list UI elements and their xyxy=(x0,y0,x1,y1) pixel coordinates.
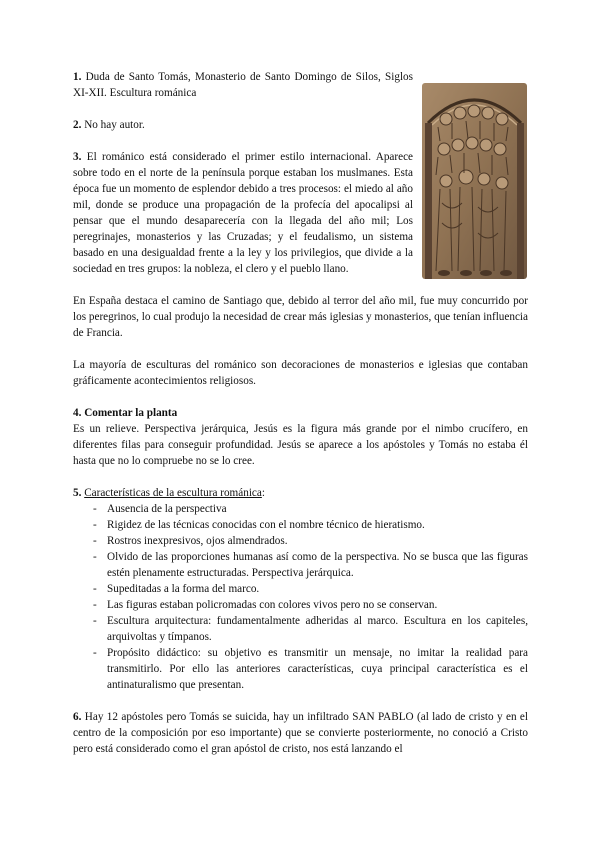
list-item xyxy=(73,597,528,613)
list-item xyxy=(73,517,528,533)
section-heading: Comentar la planta xyxy=(84,407,178,419)
characteristics-list xyxy=(73,501,528,693)
section-4-heading xyxy=(73,405,528,421)
list-item xyxy=(73,581,528,597)
list-item xyxy=(73,645,528,693)
paragraph-espana: En España destaca el camino de Santiago que, debido al terror del año mil, fue muy concurrido por los peregrinos, lo cual produjo la necesidad de crear más iglesias y monasterios, que tenían influencia de Francia. xyxy=(73,295,528,339)
bullet-dash: - xyxy=(93,583,97,595)
section-heading: Características de la escultura románica xyxy=(84,487,262,499)
paragraph-mayoria: La mayoría de esculturas del románico son decoraciones de monasterios e iglesias que contaban gráficamente acontecimientos religiosos. xyxy=(73,359,528,387)
list-item-text: Supeditadas a la forma del marco. xyxy=(107,583,260,595)
context-text: El románico está considerado el primer estilo internacional. Aparece sobre todo en el norte de la península porque estaban los muslmanes. Esta época fue un momento de esplendor debido a tres procesos: el miedo al año mil, donde se produce una propagación de la profecía del apocalipsi al pensar que el mundo desaparecería con la llegada del año mil; Los peregrinajes, monasterios y las Cruzadas; y el feudalismo, un sistema basado en una desigualdad frente a la ley y los privilegios, que divide a la sociedad en tres grupos: la nobleza, el clero y el pueblo llano. xyxy=(73,151,414,275)
artwork-title: Duda de Santo Tomás, Monasterio de Santo Domingo de Silos, Siglos XI-XII. Escultura románica xyxy=(73,71,414,99)
bullet-dash: - xyxy=(93,519,97,531)
list-item xyxy=(73,613,528,645)
section-6-text: Hay 12 apóstoles pero Tomás se suicida, hay un infiltrado SAN PABLO (al lado de cristo y en el centro de la composición por eso importante) que se convierte posteriormente, no conoció a Cristo pero está considerado como el gran apóstol de cristo, nos está lanzando el xyxy=(73,711,529,755)
bullet-dash: - xyxy=(93,503,97,515)
list-item-text: Rostros inexpresivos, ojos almendrados. xyxy=(107,535,288,547)
list-item-text: Olvido de las proporciones humanas así como de la perspectiva. No se busca que las figuras estén plenamente estructuradas. Perspectiva jerárquica. xyxy=(107,551,528,579)
bullet-dash: - xyxy=(93,551,97,563)
section-number: 4. xyxy=(73,407,82,419)
list-item-text: Escultura arquitectura: fundamentalmente adheridas al marco. Escultura en los capiteles, arquivoltas y tímpanos. xyxy=(107,615,528,643)
bullet-dash: - xyxy=(93,615,97,627)
bullet-dash: - xyxy=(93,535,97,547)
section-3 xyxy=(73,149,413,277)
section-1 xyxy=(73,69,413,101)
list-item-text: Las figuras estaban policromadas con colores vivos pero no se conservan. xyxy=(107,599,438,611)
section-number: 5. xyxy=(73,487,82,499)
section-6 xyxy=(73,709,528,757)
author-text: No hay autor. xyxy=(84,119,145,131)
section-4-text: Es un relieve. Perspectiva jerárquica, Jesús es la figura más grande por el nimbo crucífero, en diferentes filas para conseguir profundidad. Jesús se aparece a los apóstoles y Tomás no estaba él hasta que no lo compruebe no se lo cree. xyxy=(73,423,528,467)
list-item-text: Propósito didáctico: su objetivo es transmitir un mensaje, no imitar la realidad para transmitirlo. Por ello las anteriores características, cuya principal característica es el antinaturalismo que presentan. xyxy=(107,647,528,691)
bullet-dash: - xyxy=(93,647,97,659)
list-item-text: Rigidez de las técnicas conocidas con el nombre técnico de hieratismo. xyxy=(107,519,425,531)
section-number: 6. xyxy=(73,711,82,723)
document-body xyxy=(73,69,528,757)
section-number: 1. xyxy=(73,71,82,83)
list-item xyxy=(73,533,528,549)
section-number: 2. xyxy=(73,119,82,131)
section-5-heading xyxy=(73,485,528,501)
section-2 xyxy=(73,117,413,133)
list-item-text: Ausencia de la perspectiva xyxy=(107,503,227,515)
section-number: 3. xyxy=(73,151,82,163)
list-item xyxy=(73,501,528,517)
bullet-dash: - xyxy=(93,599,97,611)
heading-colon: : xyxy=(261,487,265,499)
list-item xyxy=(73,549,528,581)
